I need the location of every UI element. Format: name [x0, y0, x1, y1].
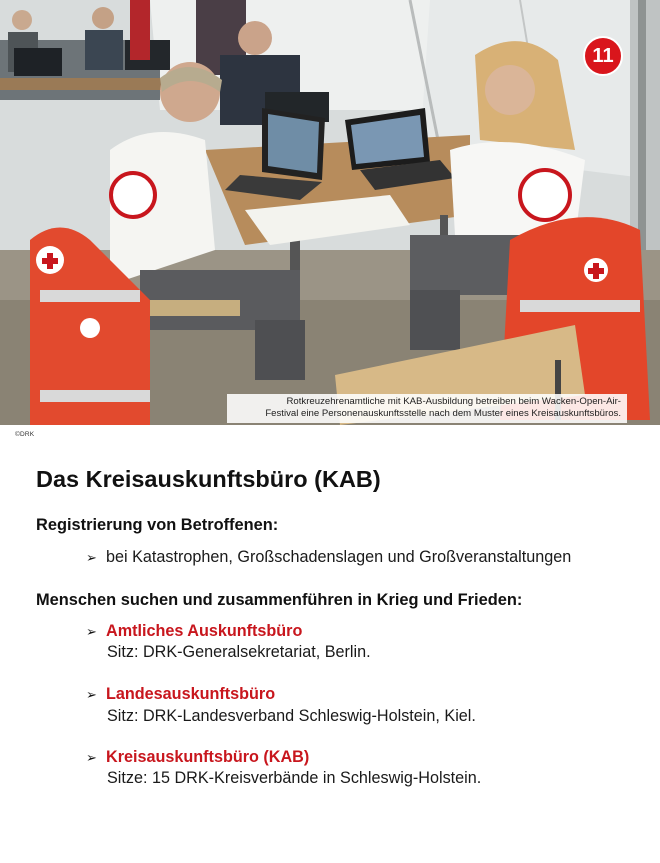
photo-caption-line-2: Festival eine Personenauskunftsstelle nach dem Muster eines Kreisauskunftsbüros.: [265, 408, 621, 419]
list-item: [86, 748, 309, 767]
office-name: Kreisauskunftsbüro (KAB): [106, 748, 310, 766]
photo-caption: [227, 394, 627, 423]
arrow-bullet-icon: ➢: [86, 687, 97, 702]
header-photo: [0, 0, 660, 425]
photo-caption-line-1: Rotkreuzehrenamtliche mit KAB-Ausbildung betreiben beim Wacken-Open-Air-: [286, 396, 621, 407]
arrow-bullet-icon: ➢: [86, 550, 97, 565]
registration-bullet: [86, 548, 571, 567]
arrow-bullet-icon: ➢: [86, 624, 97, 639]
office-name: Amtliches Auskunftsbüro: [106, 622, 303, 640]
page-number-badge: 11: [583, 36, 623, 76]
list-item: [86, 622, 302, 641]
office-name: Landesauskunftsbüro: [106, 685, 276, 703]
list-item: [86, 685, 275, 704]
office-detail: Sitz: DRK-Generalsekretariat, Berlin.: [107, 643, 371, 661]
registration-heading: Registrierung von Betroffenen:: [36, 516, 279, 534]
search-heading: Menschen suchen und zusammenführen in Krieg und Frieden:: [36, 591, 523, 609]
office-detail: Sitz: DRK-Landesverband Schleswig-Holstein, Kiel.: [107, 707, 476, 725]
page-title: Das Kreisauskunftsbüro (KAB): [36, 466, 381, 492]
photo-illustration: [0, 0, 660, 425]
registration-bullet-text: bei Katastrophen, Großschadenslagen und Großveranstaltungen: [106, 548, 572, 566]
office-detail: Sitze: 15 DRK-Kreisverbände in Schleswig-Holstein.: [107, 769, 482, 787]
arrow-bullet-icon: ➢: [86, 750, 97, 765]
photo-credit: ©DRK: [15, 431, 35, 438]
